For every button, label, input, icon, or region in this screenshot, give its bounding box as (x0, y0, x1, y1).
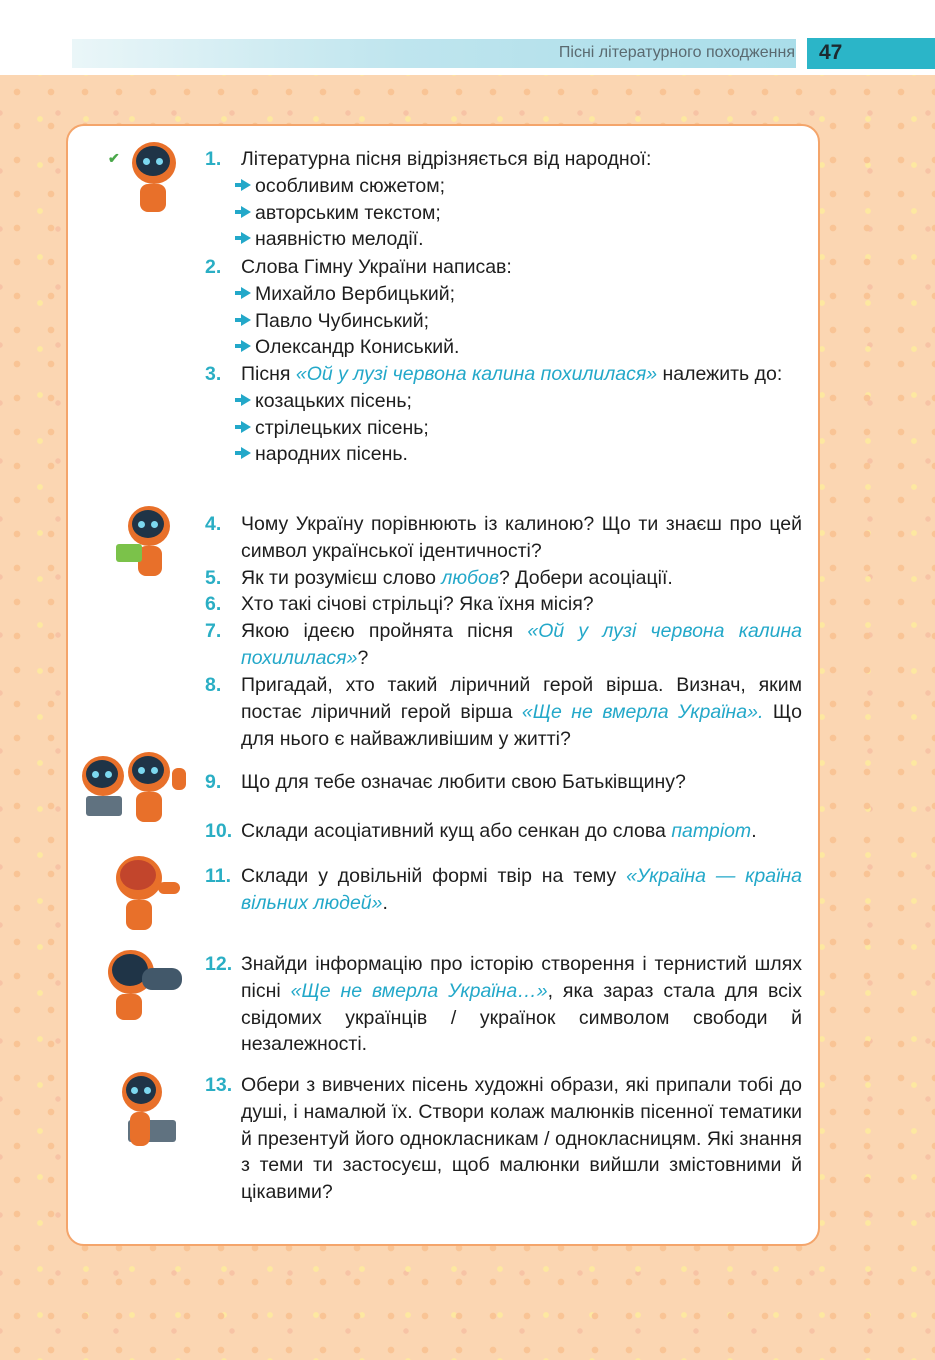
question-number: 3. (205, 363, 222, 385)
option-label: Михайло Вербицький; (255, 282, 456, 305)
keyword: патріот (671, 820, 752, 842)
question-text: Хто такі січові стрільці? Яка їхня місія? (241, 593, 594, 615)
arrow-icon (241, 287, 251, 299)
question-text: Пісня «Ой у лузі червона калина похилилася» належить до: (241, 363, 783, 385)
answer-option[interactable] (241, 388, 802, 415)
question-number: 6. (205, 593, 222, 615)
question-number: 10. (205, 820, 233, 842)
option-label: Олександр Кониський. (255, 336, 460, 359)
arrow-icon (241, 206, 251, 218)
option-label: наявністю мелодії. (255, 228, 424, 251)
answer-option[interactable] (241, 281, 802, 308)
question-8 (205, 672, 802, 752)
question-text: Склади у довільній формі твір на тему «Україна — країна вільних людей». (241, 865, 802, 914)
question-12 (205, 951, 802, 1058)
question-number: 2. (205, 256, 222, 278)
robots-pair-icon (80, 752, 195, 828)
question-number: 8. (205, 674, 222, 696)
option-label: народних пісень. (255, 443, 408, 466)
check-icon: ✔ (108, 150, 120, 166)
question-number: 7. (205, 620, 222, 642)
page-number-tab (807, 38, 935, 69)
arrow-icon (241, 421, 251, 433)
question-9 (205, 769, 802, 796)
page-header (0, 0, 935, 75)
question-7 (205, 618, 802, 672)
section-title: Пісні літературного походження (558, 44, 795, 61)
answer-option[interactable] (241, 415, 802, 442)
arrow-icon (241, 179, 251, 191)
keyword: любов (441, 567, 499, 589)
question-10 (205, 818, 802, 845)
question-6 (205, 591, 802, 618)
question-text: Обери з вивчених пісень художні образи, які припали тобі до душі, і намалюй їх. Створи колаж малюнків пісенної тематики й презентуй його однокласникам / однокласницям. Які знання з теми ти застосуєш, щоб малюнки вийшли змістовними й цікавими? (241, 1074, 802, 1204)
question-text: Слова Гімну України написав: (241, 256, 512, 278)
question-5 (205, 565, 802, 592)
answer-option[interactable] (241, 334, 802, 361)
arrow-icon (241, 232, 251, 244)
answer-option[interactable] (241, 441, 802, 468)
question-2 (205, 254, 802, 361)
question-number: 11. (205, 865, 232, 887)
question-number: 12. (205, 953, 233, 975)
answer-option[interactable] (241, 308, 802, 335)
essay-topic: «Україна — країна вільних людей» (241, 865, 802, 914)
option-label: козацьких пісень; (255, 389, 412, 412)
question-1 (205, 146, 802, 253)
arrow-icon (241, 447, 251, 459)
question-3 (205, 361, 802, 468)
answer-option[interactable] (241, 226, 802, 253)
question-number: 9. (205, 771, 222, 793)
option-label: стрілецьких пісень; (255, 416, 429, 439)
option-label: особливим сюжетом; (255, 174, 446, 197)
option-label: Павло Чубинський; (255, 309, 430, 332)
song-title: «Ой у лузі червона калина похилилася» (241, 620, 802, 669)
question-11 (205, 863, 802, 917)
question-4 (205, 511, 802, 565)
arrow-icon (241, 340, 251, 352)
question-number: 1. (205, 148, 222, 170)
robot-checking-icon (108, 140, 188, 222)
question-text: Чому Україну порівнюють із калиною? Що ти знаєш про цей символ української ідентичності? (241, 513, 802, 562)
question-text: Пригадай, хто такий ліричний герой вірша. Визнач, яким постає ліричний герой вірша «Ще не вмерла Україна». Що для нього є найважливішим у житті? (241, 674, 802, 750)
option-label: авторським текстом; (255, 201, 441, 224)
question-text: Знайди інформацію про історію створення і тернистий шлях пісні «Ще не вмерла Україна…», яка зараз стала для всіх свідомих українців / українок символом свободи й незалежності. (241, 953, 802, 1056)
robot-camera-icon (98, 948, 190, 1028)
arrow-icon (241, 314, 251, 326)
question-text: Що для тебе означає любити свою Батьківщину? (241, 771, 686, 793)
question-text: Якою ідеєю пройнята пісня «Ой у лузі червона калина похилилася»? (241, 620, 802, 669)
arrow-icon (241, 394, 251, 406)
question-number: 5. (205, 567, 222, 589)
song-title: «Ой у лузі червона калина похилилася» (295, 363, 658, 385)
robot-reading-icon (108, 506, 188, 584)
answer-option[interactable] (241, 173, 802, 200)
song-title: «Ще не вмерла Україна». (521, 700, 764, 723)
question-number: 13. (205, 1074, 233, 1096)
question-text: Склади асоціативний кущ або сенкан до слова патріот. (241, 820, 757, 842)
page-number: 47 (819, 41, 843, 64)
robot-thinking-icon (108, 856, 188, 934)
question-text: Як ти розумієш слово любов? Добери асоціації. (241, 567, 673, 589)
answer-option[interactable] (241, 200, 802, 227)
robot-tablet-icon (108, 1072, 188, 1152)
song-title: «Ще не вмерла Україна…» (290, 979, 548, 1002)
question-text: Літературна пісня відрізняється від народної: (241, 148, 652, 170)
question-number: 4. (205, 513, 222, 535)
question-13 (205, 1072, 802, 1206)
